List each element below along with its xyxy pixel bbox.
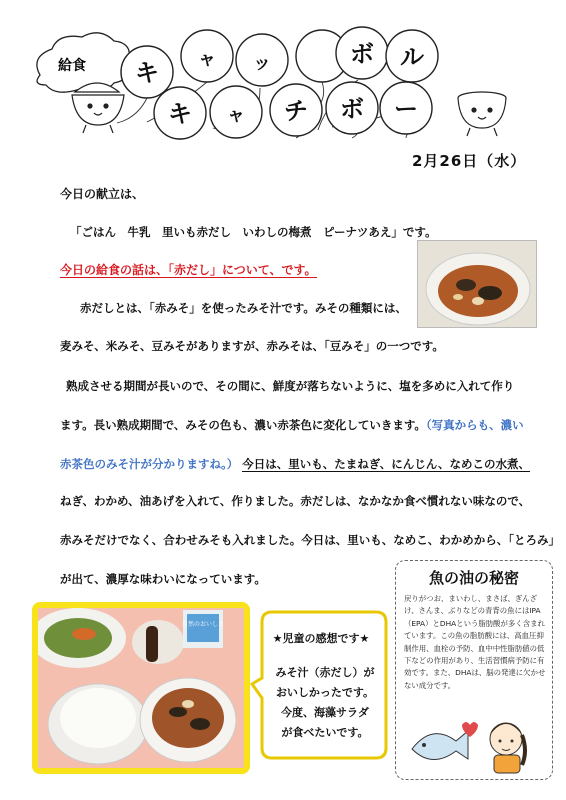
menu-items: 「ごはん 牛乳 里いも赤だし いわしの梅煮 ピーナツあえ」です。 [70, 225, 437, 239]
date-label: 2月26日（水） [412, 152, 527, 170]
balloon-char: ル [400, 43, 424, 71]
story-line-5-note: 赤茶色のみそ汁が分かりますね。） [60, 457, 239, 471]
milk-label: 自然のおいしさ [181, 621, 225, 628]
rice-bowl-character-icon [72, 83, 124, 133]
header-illustration [0, 0, 566, 145]
meal-photo-frame [32, 602, 250, 774]
story-line-3: 熟成させる期間が長いので、その間に、鮮度が落ちないように、塩を多めに入れて作り [66, 379, 515, 393]
comment-title: ★児童の感想です★ [272, 632, 370, 645]
cloud-label: 給食 [58, 58, 86, 74]
story-line-4-text: ます。長い熟成期間で、みその色も、濃い赤茶色に変化していきます。 [60, 418, 426, 432]
meal-photo [38, 608, 244, 768]
comment-line-2: おいしかったです。 [275, 686, 375, 699]
fish-oil-body: 戻りがつお、まいわし、まさば、ぎんざけ、さんま、ぶりなどの青背の魚にはIPA（EPA）とDHAという脂肪酸が多く含まれています。この魚の脂肪酸には、高血圧抑制作用、血栓の予防、血中中性脂肪値の低下などの作用があり、生活習慣病予防に有効です。また、DHAは、脳の発達に欠かせない成分です。 [404, 594, 546, 690]
soup-bowl-character-icon [458, 92, 506, 136]
balloon-char: キ [135, 59, 159, 87]
story-line-5-text: 今日は、里いも、たまねぎ、にんじん、なめこの水煮、 [242, 457, 530, 471]
balloon-char: ャ [198, 49, 216, 70]
story-line-4-note: （写真からも、濃い [425, 418, 524, 432]
story-line-1: 赤だしとは、「赤みそ」を使ったみそ汁です。みその種類には、 [80, 301, 407, 315]
fish-icon [412, 731, 468, 760]
story-line-2: 麦みそ、米みそ、豆みそがありますが、赤みそは、「豆みそ」の一つです。 [60, 339, 444, 353]
balloon-char: ボ [340, 95, 364, 123]
story-title [60, 261, 317, 278]
comment-line-4: が食べたいです。 [281, 726, 369, 739]
soup-photo [417, 240, 537, 328]
balloon-char: キ [168, 100, 192, 128]
story-title-text: 今日の給食の話は、「赤だし」について、です。 [60, 263, 317, 277]
balloon-char: ャ [227, 105, 245, 126]
story-line-8: が出て、濃厚な味わいになっています。 [60, 572, 266, 586]
story-line-7: 赤みそだけでなく、合わせみそも入れました。今日は、里いも、なめこ、わかめから、「とろみ」 [60, 533, 561, 547]
story-line-5 [60, 456, 530, 472]
balloon-char: チ [284, 97, 308, 125]
fish-and-girl-illustration [402, 709, 546, 775]
menu-heading: 今日の献立は、 [60, 187, 145, 201]
fish-oil-box [395, 560, 553, 780]
comment-line-3: 今度、海藻サラダ [281, 706, 369, 719]
balloon-char: ッ [253, 53, 271, 74]
story-line-4 [60, 417, 524, 433]
fish-oil-title: 魚の油の秘密 [428, 569, 519, 587]
comment-line-1: みそ汁（赤だし）が [275, 666, 375, 679]
balloon-char: ボ [350, 40, 374, 68]
balloon-char: ー [394, 95, 418, 123]
comment-box [258, 608, 388, 766]
story-line-6: ねぎ、わかめ、油あげを入れて、作りました。赤だしは、なかなか食べ慣れない味なので、 [60, 494, 531, 508]
